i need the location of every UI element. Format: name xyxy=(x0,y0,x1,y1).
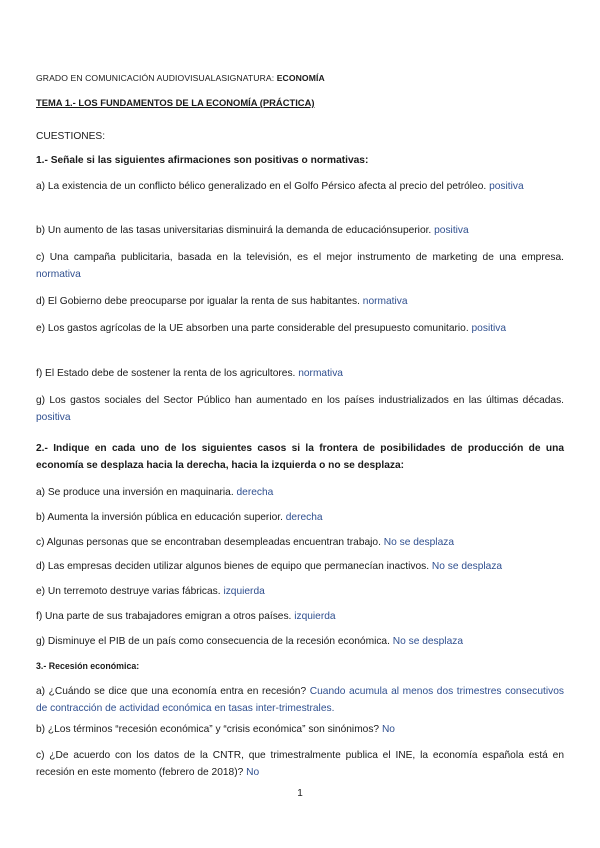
q1-answer-g: positiva xyxy=(36,412,71,423)
q2-answer-c: No se desplaza xyxy=(383,537,454,548)
q1-item-a: a) La existencia de un conflicto bélico generalizado en el Golfo Pérsico afecta al precio del petróleo. positiva xyxy=(36,181,524,192)
q2-item-g: g) Disminuye el PIB de un país como consecuencia de la recesión económica. No se desplaza xyxy=(36,636,463,647)
q1-answer-f: normativa xyxy=(298,368,343,379)
q1-item-d: d) El Gobierno debe preocuparse por igualar la renta de sus habitantes. normativa xyxy=(36,296,408,307)
subject-name: ECONOMÍA xyxy=(276,73,325,83)
q2-item-d: d) Las empresas deciden utilizar algunos bienes de equipo que permanecían inactivos. No se desplaza xyxy=(36,561,503,572)
q2-item-b: b) Aumenta la inversión pública en educación superior. derecha xyxy=(36,512,323,523)
course-header xyxy=(36,70,564,87)
q3-title: 3.- Recesión económica: xyxy=(36,661,140,671)
section-label: CUESTIONES: xyxy=(36,131,106,142)
q1-item-e: e) Los gastos agrícolas de la UE absorben una parte considerable del presupuesto comunitario. positiva xyxy=(36,323,507,334)
page-number: 1 xyxy=(297,788,303,799)
q3-item-c: c) ¿De acuerdo con los datos de la CNTR, que trimestralmente publica el INE, la economía española está en recesión en este momento (febrero de 2018)? No xyxy=(36,750,564,778)
q2-item-e: e) Un terremoto destruye varias fábricas. izquierda xyxy=(36,586,265,597)
q2-answer-b: derecha xyxy=(285,512,323,523)
q2-answer-a: derecha xyxy=(236,487,274,498)
q2-answer-g: No se desplaza xyxy=(392,636,463,647)
q1-item-c: c) Una campaña publicitaria, basada en la televisión, es el mejor instrumento de marketing de una empresa. normativa xyxy=(36,252,564,280)
q2-item-a: a) Se produce una inversión en maquinaria. derecha xyxy=(36,487,274,498)
course-name: GRADO EN COMUNICACIÓN AUDIOVISUALASIGNATURA: xyxy=(36,73,277,83)
topic-title: TEMA 1.- LOS FUNDAMENTOS DE LA ECONOMÍA (PRÁCTICA) xyxy=(36,97,315,108)
q2-title: 2.- Indique en cada uno de los siguientes casos si la frontera de posibilidades de producción de una economía se desplaza hacia la derecha, hacia la izquierda o no se desplaza: xyxy=(36,443,564,471)
q1-title: 1.- Señale si las siguientes afirmaciones son positivas o normativas: xyxy=(36,155,369,166)
q3-item-a: a) ¿Cuándo se dice que una economía entra en recesión? Cuando acumula al menos dos trimestres consecutivos de contracción de actividad económica en tasas inter-trimestrales. xyxy=(36,686,564,714)
q1-answer-e: positiva xyxy=(471,323,507,334)
q1-answer-c: normativa xyxy=(36,269,81,280)
q3-answer-c: No xyxy=(246,767,260,778)
q1-item-b: b) Un aumento de las tasas universitarias disminuirá la demanda de educaciónsuperior. positiva xyxy=(36,225,469,236)
q2-item-c: c) Algunas personas que se encontraban desempleadas encuentran trabajo. No se desplaza xyxy=(36,537,454,548)
q2-answer-f: izquierda xyxy=(294,611,336,622)
q1-item-f: f) El Estado debe de sostener la renta de los agricultores. normativa xyxy=(36,368,343,379)
q3-item-b: b) ¿Los términos “recesión económica” y “crisis económica” son sinónimos? No xyxy=(36,724,395,735)
q3-answer-b: No xyxy=(381,724,395,735)
q1-answer-a: positiva xyxy=(489,181,524,192)
q2-answer-d: No se desplaza xyxy=(431,561,503,572)
q2-item-f: f) Una parte de sus trabajadores emigran a otros países. izquierda xyxy=(36,611,336,622)
q2-answer-e: izquierda xyxy=(223,586,265,597)
q1-item-g: g) Los gastos sociales del Sector Público han aumentado en los países industrializados en las últimas décadas. positiva xyxy=(36,395,564,423)
q3-answer-a: Cuando acumula al menos dos trimestres consecutivos de contracción de actividad económica en tasas inter-trimestrales. xyxy=(36,686,564,714)
q1-answer-d: normativa xyxy=(362,296,408,307)
q1-answer-b: positiva xyxy=(434,225,469,236)
